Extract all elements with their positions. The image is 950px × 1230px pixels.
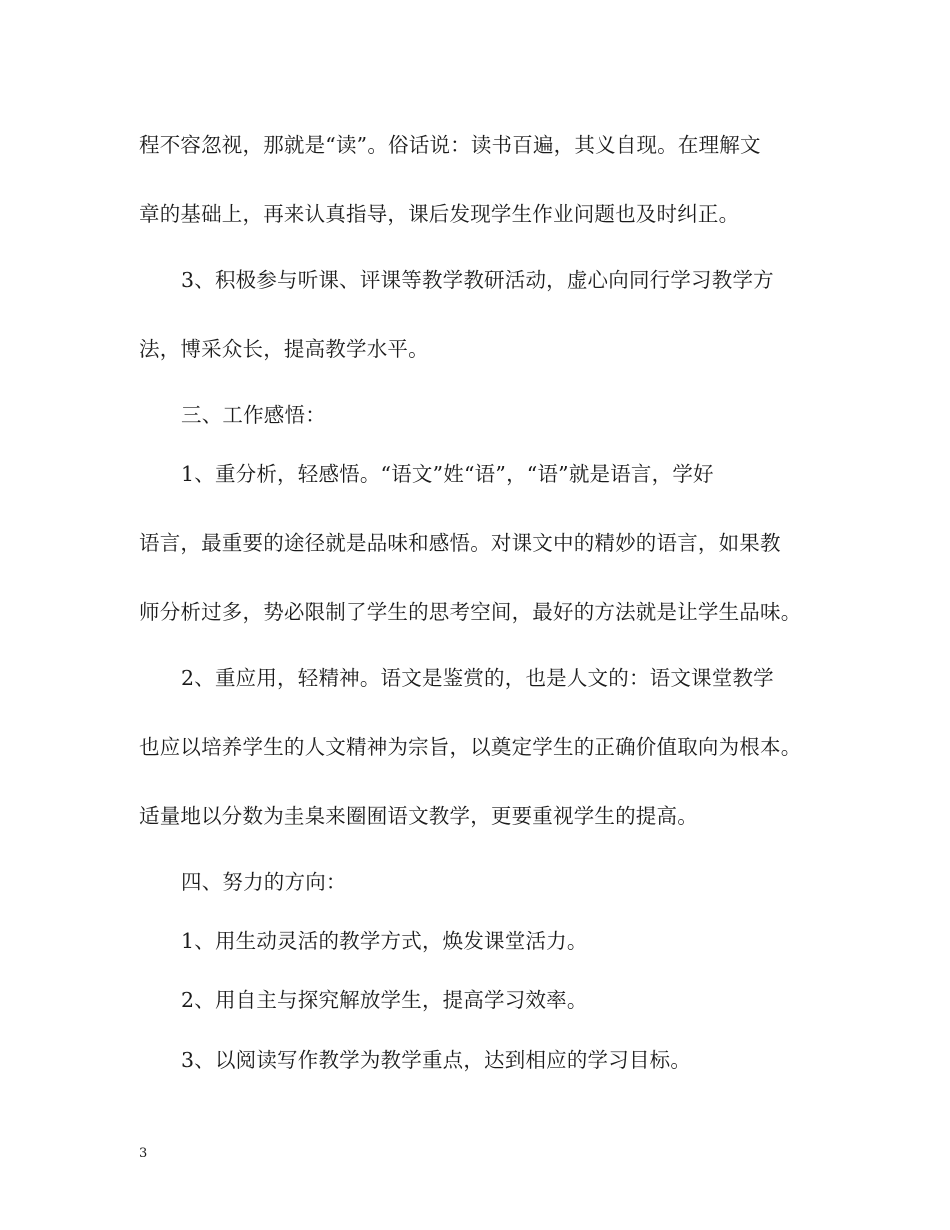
page-number: 3 [139, 1146, 148, 1161]
paragraph-line: 3、积极参与听课、评课等教学教研活动，虚心向同行学习教学方 [181, 268, 774, 292]
list-item: 1、用生动灵活的教学方式，焕发课堂活力。 [181, 929, 588, 953]
paragraph-line: 2、重应用，轻精神。语文是鉴赏的，也是人文的：语文课堂教学 [181, 666, 774, 690]
list-item: 3、以阅读写作教学为教学重点，达到相应的学习目标。 [181, 1048, 692, 1072]
paragraph-line: 也应以培养学生的人文精神为宗旨，以奠定学生的正确价值取向为根本。 [139, 735, 802, 759]
paragraph-line: 法，博采众长，提高教学水平。 [139, 337, 429, 361]
paragraph-line: 语言，最重要的途径就是品味和感悟。对课文中的精妙的语言，如果教 [139, 531, 781, 555]
paragraph-line: 程不容忽视，那就是“读”。俗话说：读书百遍，其义自现。在理解文 [139, 133, 761, 157]
paragraph-line: 章的基础上，再来认真指导，课后发现学生作业问题也及时纠正。 [139, 202, 740, 226]
section-heading: 四、努力的方向： [181, 870, 347, 894]
paragraph-line: 师分析过多，势必限制了学生的思考空间，最好的方法就是让学生品味。 [139, 600, 802, 624]
section-heading: 三、工作感悟： [181, 403, 326, 427]
paragraph-line: 1、重分析，轻感悟。“语文”姓“语”，“语”就是语言，学好 [181, 462, 714, 486]
paragraph-line: 适量地以分数为圭臬来圈囿语文教学，更要重视学生的提高。 [139, 804, 698, 828]
list-item: 2、用自主与探究解放学生，提高学习效率。 [181, 988, 588, 1012]
